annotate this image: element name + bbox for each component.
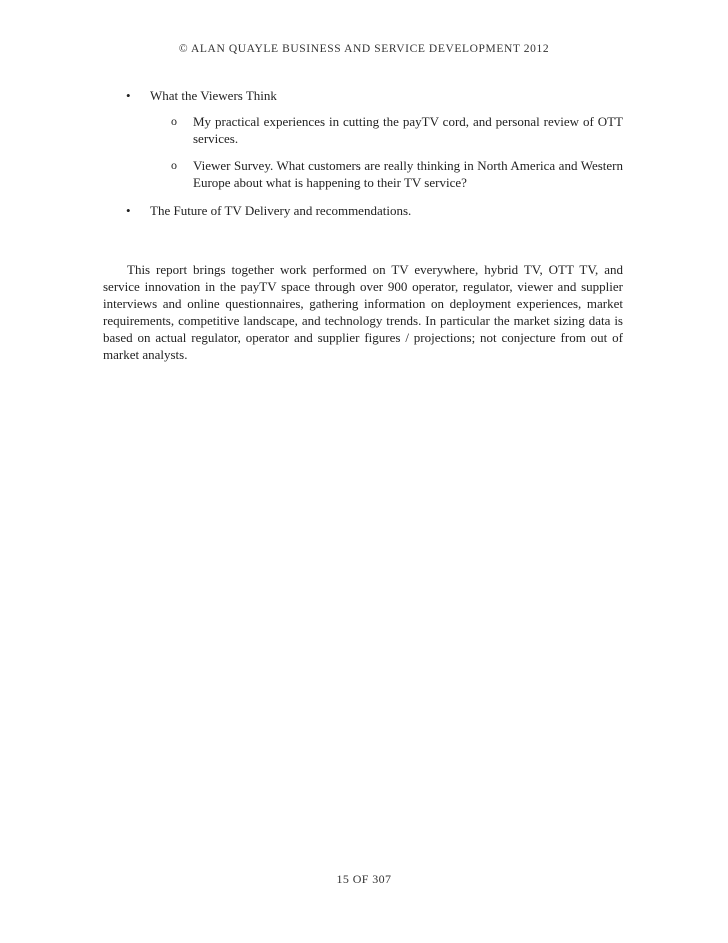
page-number: 15 OF 307 (336, 872, 392, 886)
sub-bullet-line: My practical experiences in cutting the payTV cord, and personal review of OTT (193, 114, 623, 129)
sub-bullet-text (193, 113, 623, 147)
sub-bullet-text (193, 157, 623, 191)
sub-bullet-line: Europe about what is happening to their TV service? (193, 175, 467, 190)
paragraph-line: requirements, competitive landscape, and technology trends. In particular the market sizing data is (103, 313, 623, 328)
bullet-marker: • (126, 203, 131, 218)
sub-bullet-marker: o (171, 158, 177, 172)
paragraph-line: market analysts. (103, 347, 188, 362)
sub-bullet-line: services. (193, 131, 239, 146)
bullet-marker: • (126, 88, 131, 103)
page-header: © ALAN QUAYLE BUSINESS AND SERVICE DEVELOPMENT 2012 (178, 43, 550, 55)
bullet-text: The Future of TV Delivery and recommendations. (150, 203, 412, 218)
sub-bullet-line: Viewer Survey. What customers are really thinking in North America and Western (193, 158, 623, 173)
body-paragraph (103, 261, 623, 363)
paragraph-line: service innovation in the payTV space through over 900 operator, regulator, viewer and supplier (103, 279, 623, 294)
sub-bullet-marker: o (171, 114, 177, 128)
paragraph-line: This report brings together work performed on TV everywhere, hybrid TV, OTT TV, and (127, 262, 623, 277)
paragraph-line: interviews and online questionnaires, gathering information on deployment experiences, market (103, 296, 623, 311)
paragraph-line: based on actual regulator, operator and supplier figures / projections; not conjecture from out of (103, 330, 623, 345)
bullet-text: What the Viewers Think (150, 88, 277, 103)
